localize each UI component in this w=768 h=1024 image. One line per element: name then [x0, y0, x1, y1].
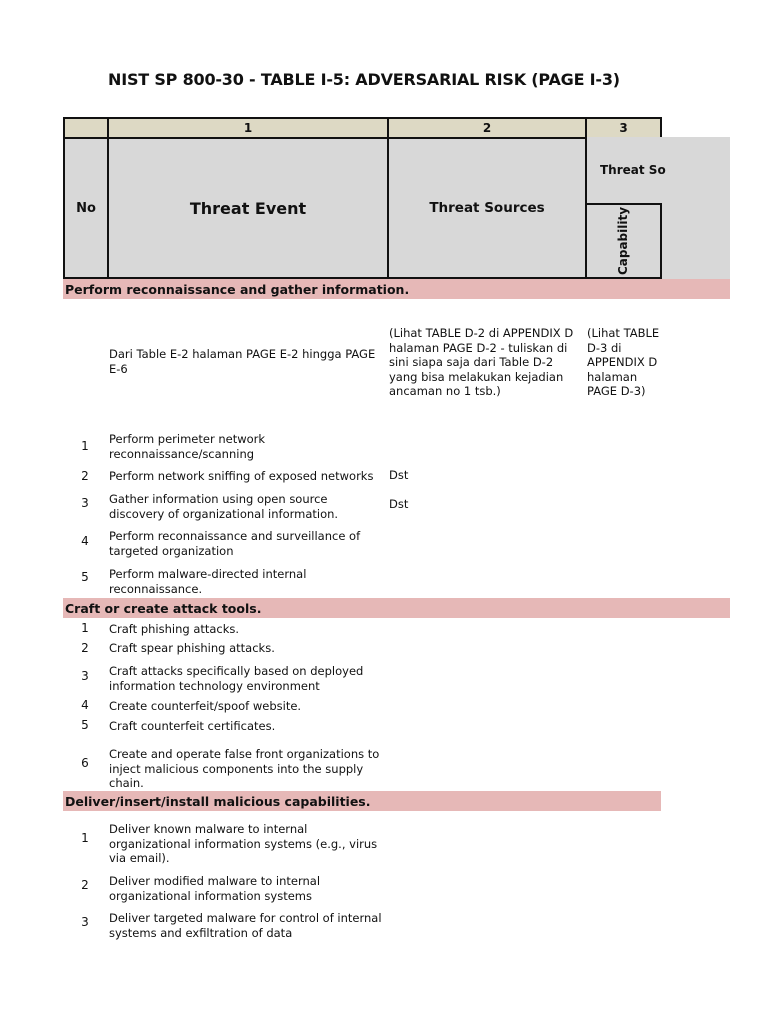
header-threat-event: Threat Event	[107, 137, 389, 279]
threat-event-text: Craft phishing attacks.	[109, 622, 240, 636]
threat-source-text: Dst	[389, 468, 409, 482]
intro-capability-note: (Lihat TABLE D-3 di APPENDIX D halaman PAGE D-3)	[587, 326, 660, 398]
row-number: 3	[81, 915, 89, 929]
header-threat-sources: Threat Sources	[387, 137, 587, 279]
threat-event-text: Perform network sniffing of exposed networks	[109, 469, 374, 483]
threat-event-text: Deliver targeted malware for control of internal systems and exfiltration of data	[109, 911, 382, 940]
row-number: 6	[81, 756, 89, 770]
row-number: 4	[81, 698, 89, 712]
threat-event-text: Create counterfeit/spoof website.	[109, 699, 302, 713]
header-capability	[587, 205, 660, 277]
threat-event-text: Gather information using open source discovery of organizational information.	[109, 492, 339, 521]
section-header-deliver-malicious-capabilities: Deliver/insert/install malicious capabilities.	[63, 791, 661, 811]
row-number: 1	[81, 439, 89, 453]
threat-event-text: Perform malware-directed internal reconnaissance.	[109, 567, 307, 596]
header-threat-so-label: Threat So	[600, 163, 666, 177]
threat-event-text: Perform reconnaissance and surveillance of targeted organization	[109, 529, 361, 558]
column-number-2: 2	[387, 117, 587, 139]
threat-event-text: Deliver modified malware to internal organizational information systems	[109, 874, 321, 903]
row-number: 2	[81, 641, 89, 655]
row-number: 2	[81, 469, 89, 483]
row-number: 3	[81, 496, 89, 510]
threat-event-text: Perform perimeter network reconnaissance/scanning	[109, 432, 266, 461]
section-header-reconnaissance: Perform reconnaissance and gather information.	[63, 279, 730, 299]
row-number: 2	[81, 878, 89, 892]
threat-event-text: Craft attacks specifically based on deployed information technology environment	[109, 664, 364, 693]
row-number: 1	[81, 621, 89, 635]
intro-sources-note: (Lihat TABLE D-2 di APPENDIX D halaman PAGE D-2 - tuliskan di sini siapa saja dari Table D-2 yang bisa melakukan kejadian ancaman no 1 tsb.)	[389, 326, 574, 398]
threat-event-text: Deliver known malware to internal organizational information systems (e.g., virus via email).	[109, 822, 378, 865]
header-no: No	[63, 137, 109, 279]
section-header-craft-attack-tools: Craft or create attack tools.	[63, 598, 730, 618]
column-number-1: 1	[107, 117, 389, 139]
threat-event-text: Craft counterfeit certificates.	[109, 719, 276, 733]
page-title: NIST SP 800-30 - TABLE I-5: ADVERSARIAL RISK (PAGE I-3)	[108, 70, 620, 89]
row-number: 3	[81, 669, 89, 683]
header-capability-label: Capability	[616, 206, 631, 276]
threat-event-text: Craft spear phishing attacks.	[109, 641, 275, 655]
row-number: 1	[81, 831, 89, 845]
column-number-3: 3	[585, 117, 662, 139]
header-divider	[660, 203, 662, 279]
row-number: 4	[81, 534, 89, 548]
intro-event-note: Dari Table E-2 halaman PAGE E-2 hingga PAGE E-6	[109, 347, 376, 376]
threat-source-text: Dst	[389, 497, 409, 511]
threat-event-text: Create and operate false front organizations to inject malicious components into the supply chain.	[109, 747, 380, 790]
row-number: 5	[81, 570, 89, 584]
header-cell-blank	[63, 117, 109, 139]
row-number: 5	[81, 718, 89, 732]
